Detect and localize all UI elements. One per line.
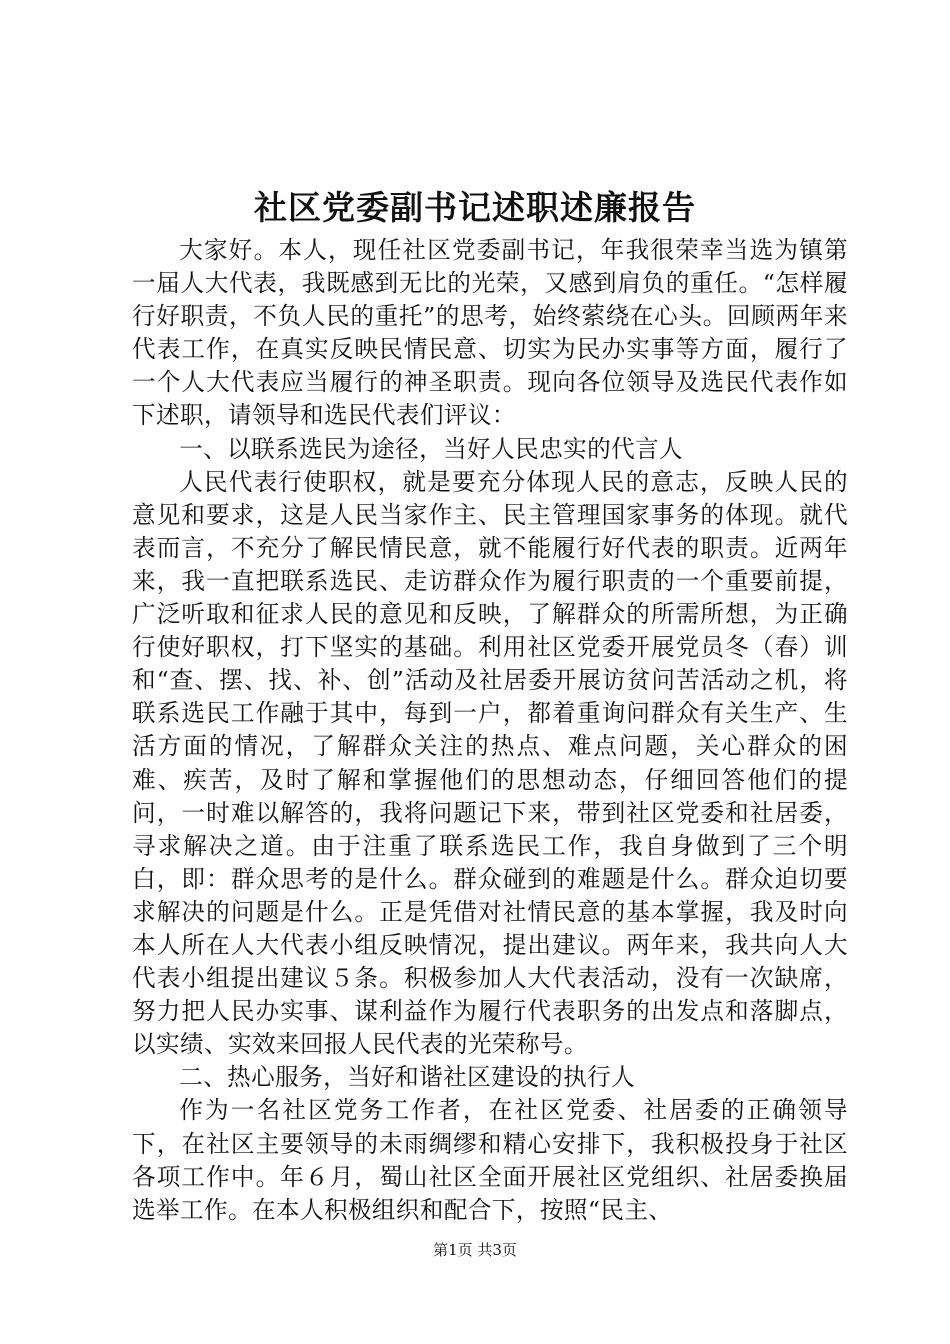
paragraph-section-2: 作为一名社区党务工作者，在社区党委、社居委的正确领导下，在社区主要领导的未雨绸缪和精心安排下，我积极投身于社区各项工作中。年６月，蜀山社区全面开展社区党组织、社居委换届选举工作。在本人积极组织和配合下，按照“民主、 xyxy=(132,1096,848,1224)
paragraph-intro: 大家好。本人，现任社区党委副书记，年我很荣幸当选为镇第一届人大代表，我既感到无比的光荣，又感到肩负的重任。“怎样履行好职责，不负人民的重托”的思考，始终萦绕在心头。回顾两年来代表工作，在真实反映民情民意、切实为民办实事等方面，履行了一个人大代表应当履行的神圣职责。现向各位领导及选民代表作如下述职，请领导和选民代表们评议： xyxy=(132,236,848,430)
document-body xyxy=(132,234,848,1227)
section-heading-2: 二、热心服务，当好和谐社区建设的执行人 xyxy=(179,1063,636,1092)
page-footer: 第1页 共3页 xyxy=(433,1241,517,1259)
document-title: 社区党委副书记述职述廉报告 xyxy=(254,188,696,227)
section-heading-1: 一、以联系选民为途径，当好人民忠实的代言人 xyxy=(179,434,684,463)
paragraph-section-1: 人民代表行使职权，就是要充分体现人民的意志，反映人民的意见和要求，这是人民当家作主、民主管理国家事务的体现。就代表而言，不充分了解民情民意，就不能履行好代表的职责。近两年来，我一直把联系选民、走访群众作为履行职责的一个重要前提，广泛听取和征求人民的意见和反映，了解群众的所需所想，为正确行使好职权，打下坚实的基础。利用社区党委开展党员冬（春）训和“查、摆、找、补、创”活动及社居委开展访贫问苦活动之机，将联系选民工作融于其中，每到一户，都着重询问群众有关生产、生活方面的情况，了解群众关注的热点、难点问题，关心群众的困难、疾苦，及时了解和掌握他们的思想动态，仔细回答他们的提问，一时难以解答的，我将问题记下来，带到社区党委和社居委，寻求解决之道。由于注重了联系选民工作，我自身做到了三个明白，即：群众思考的是什么。群众碰到的难题是什么。群众迫切要求解决的问题是什么。正是凭借对社情民意的基本掌握，我及时向本人所在人大代表小组反映情况，提出建议。两年来，我共向人大代表小组提出建议５条。积极参加人大代表活动，没有一次缺席，努力把人民办实事、谋利益作为履行代表职务的出发点和落脚点，以实绩、实效来回报人民代表的光荣称号。 xyxy=(132,467,848,1059)
